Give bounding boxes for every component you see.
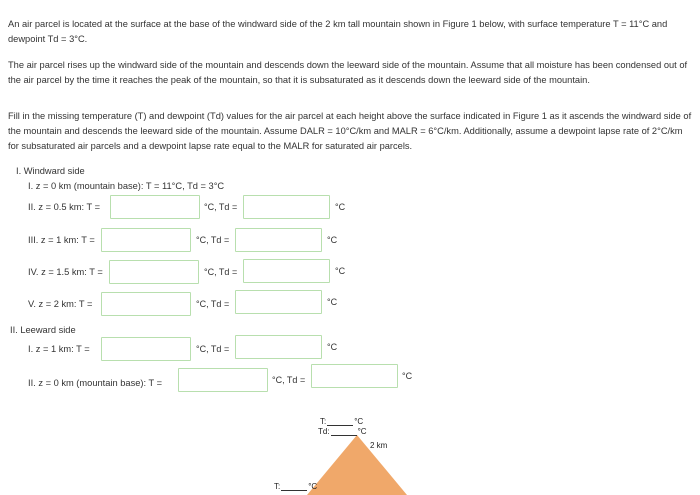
intro-paragraph-2: The air parcel rises up the windward side of the mountain and descends down the leeward side of the mountain. Assume that all moisture has been condensed out of the air parcel by the time it reaches the peak of the mountain, so that it is subsaturated as it descends down the leeward side of the mountain. <box>8 60 688 85</box>
windward-given-values: I. z = 0 km (mountain base): T = 11°C, Td = 3°C <box>28 181 225 191</box>
unit-label: °C <box>402 371 413 381</box>
temperature-field[interactable] <box>102 293 190 315</box>
unit-label: °C <box>327 342 338 352</box>
temperature-field[interactable] <box>102 229 190 251</box>
temperature-field[interactable] <box>110 261 198 283</box>
dewpoint-field[interactable] <box>312 365 397 387</box>
windward-row-label: V. z = 2 km: T = <box>28 299 93 309</box>
peak-temperature-label: T: °C <box>320 417 364 426</box>
leeward-row-label: I. z = 1 km: T = <box>28 344 90 354</box>
dewpoint-input[interactable] <box>311 364 398 388</box>
temperature-input[interactable] <box>110 195 200 219</box>
temperature-field[interactable] <box>179 369 267 391</box>
temperature-input[interactable] <box>101 292 191 316</box>
unit-label: °C, Td = <box>204 202 238 212</box>
mountain-height-label: 2 km <box>370 441 388 450</box>
unit-label: °C, Td = <box>196 235 230 245</box>
mountain-figure <box>272 405 432 495</box>
dewpoint-field[interactable] <box>236 229 321 251</box>
temperature-field[interactable] <box>111 196 199 218</box>
dewpoint-input[interactable] <box>243 259 330 283</box>
windward-row-label: IV. z = 1.5 km: T = <box>28 267 103 277</box>
dewpoint-field[interactable] <box>236 291 321 313</box>
dewpoint-input[interactable] <box>235 335 322 359</box>
dewpoint-field[interactable] <box>236 336 321 358</box>
dewpoint-input[interactable] <box>235 228 322 252</box>
unit-label: °C, Td = <box>204 267 238 277</box>
unit-label: °C <box>335 266 346 276</box>
unit-label: °C, Td = <box>196 344 230 354</box>
temperature-field[interactable] <box>102 338 190 360</box>
unit-label: °C <box>327 297 338 307</box>
unit-label: °C <box>335 202 346 212</box>
unit-label: °C <box>327 235 338 245</box>
windward-section-title: I. Windward side <box>16 166 85 176</box>
windward-row-label: II. z = 0.5 km: T = <box>28 202 100 212</box>
peak-dewpoint-label: Td: °C <box>318 427 367 436</box>
windward-row-label: III. z = 1 km: T = <box>28 235 95 245</box>
mountain-shape <box>307 435 407 495</box>
dewpoint-input[interactable] <box>235 290 322 314</box>
temperature-input[interactable] <box>101 337 191 361</box>
unit-label: °C, Td = <box>196 299 230 309</box>
base-temperature-label: T: °C <box>274 482 318 491</box>
dewpoint-field[interactable] <box>244 260 329 282</box>
intro-paragraph-3: Fill in the missing temperature (T) and dewpoint (Td) values for the air parcel at each height above the surface indicated in Figure 1 as it ascends the windward side of the mountain and descends the leeward side of the mountain. Assume DALR = 10°C/km and MALR = 6°C/km. Additionally, assume a dewpoint lapse rate of 2°C/km for subsaturated air parcels and a dewpoint lapse rate equal to the MALR for saturated air parcels. <box>8 111 692 151</box>
temperature-input[interactable] <box>178 368 268 392</box>
leeward-section-title: II. Leeward side <box>10 325 76 335</box>
temperature-input[interactable] <box>101 228 191 252</box>
intro-paragraph-1: An air parcel is located at the surface at the base of the windward side of the 2 km tall mountain shown in Figure 1 below, with surface temperature T = 11°C and dewpoint Td = 3°C. <box>8 19 668 44</box>
leeward-row-label: II. z = 0 km (mountain base): T = <box>28 378 163 388</box>
dewpoint-input[interactable] <box>243 195 330 219</box>
temperature-input[interactable] <box>109 260 199 284</box>
dewpoint-field[interactable] <box>244 196 329 218</box>
unit-label: °C, Td = <box>272 375 306 385</box>
